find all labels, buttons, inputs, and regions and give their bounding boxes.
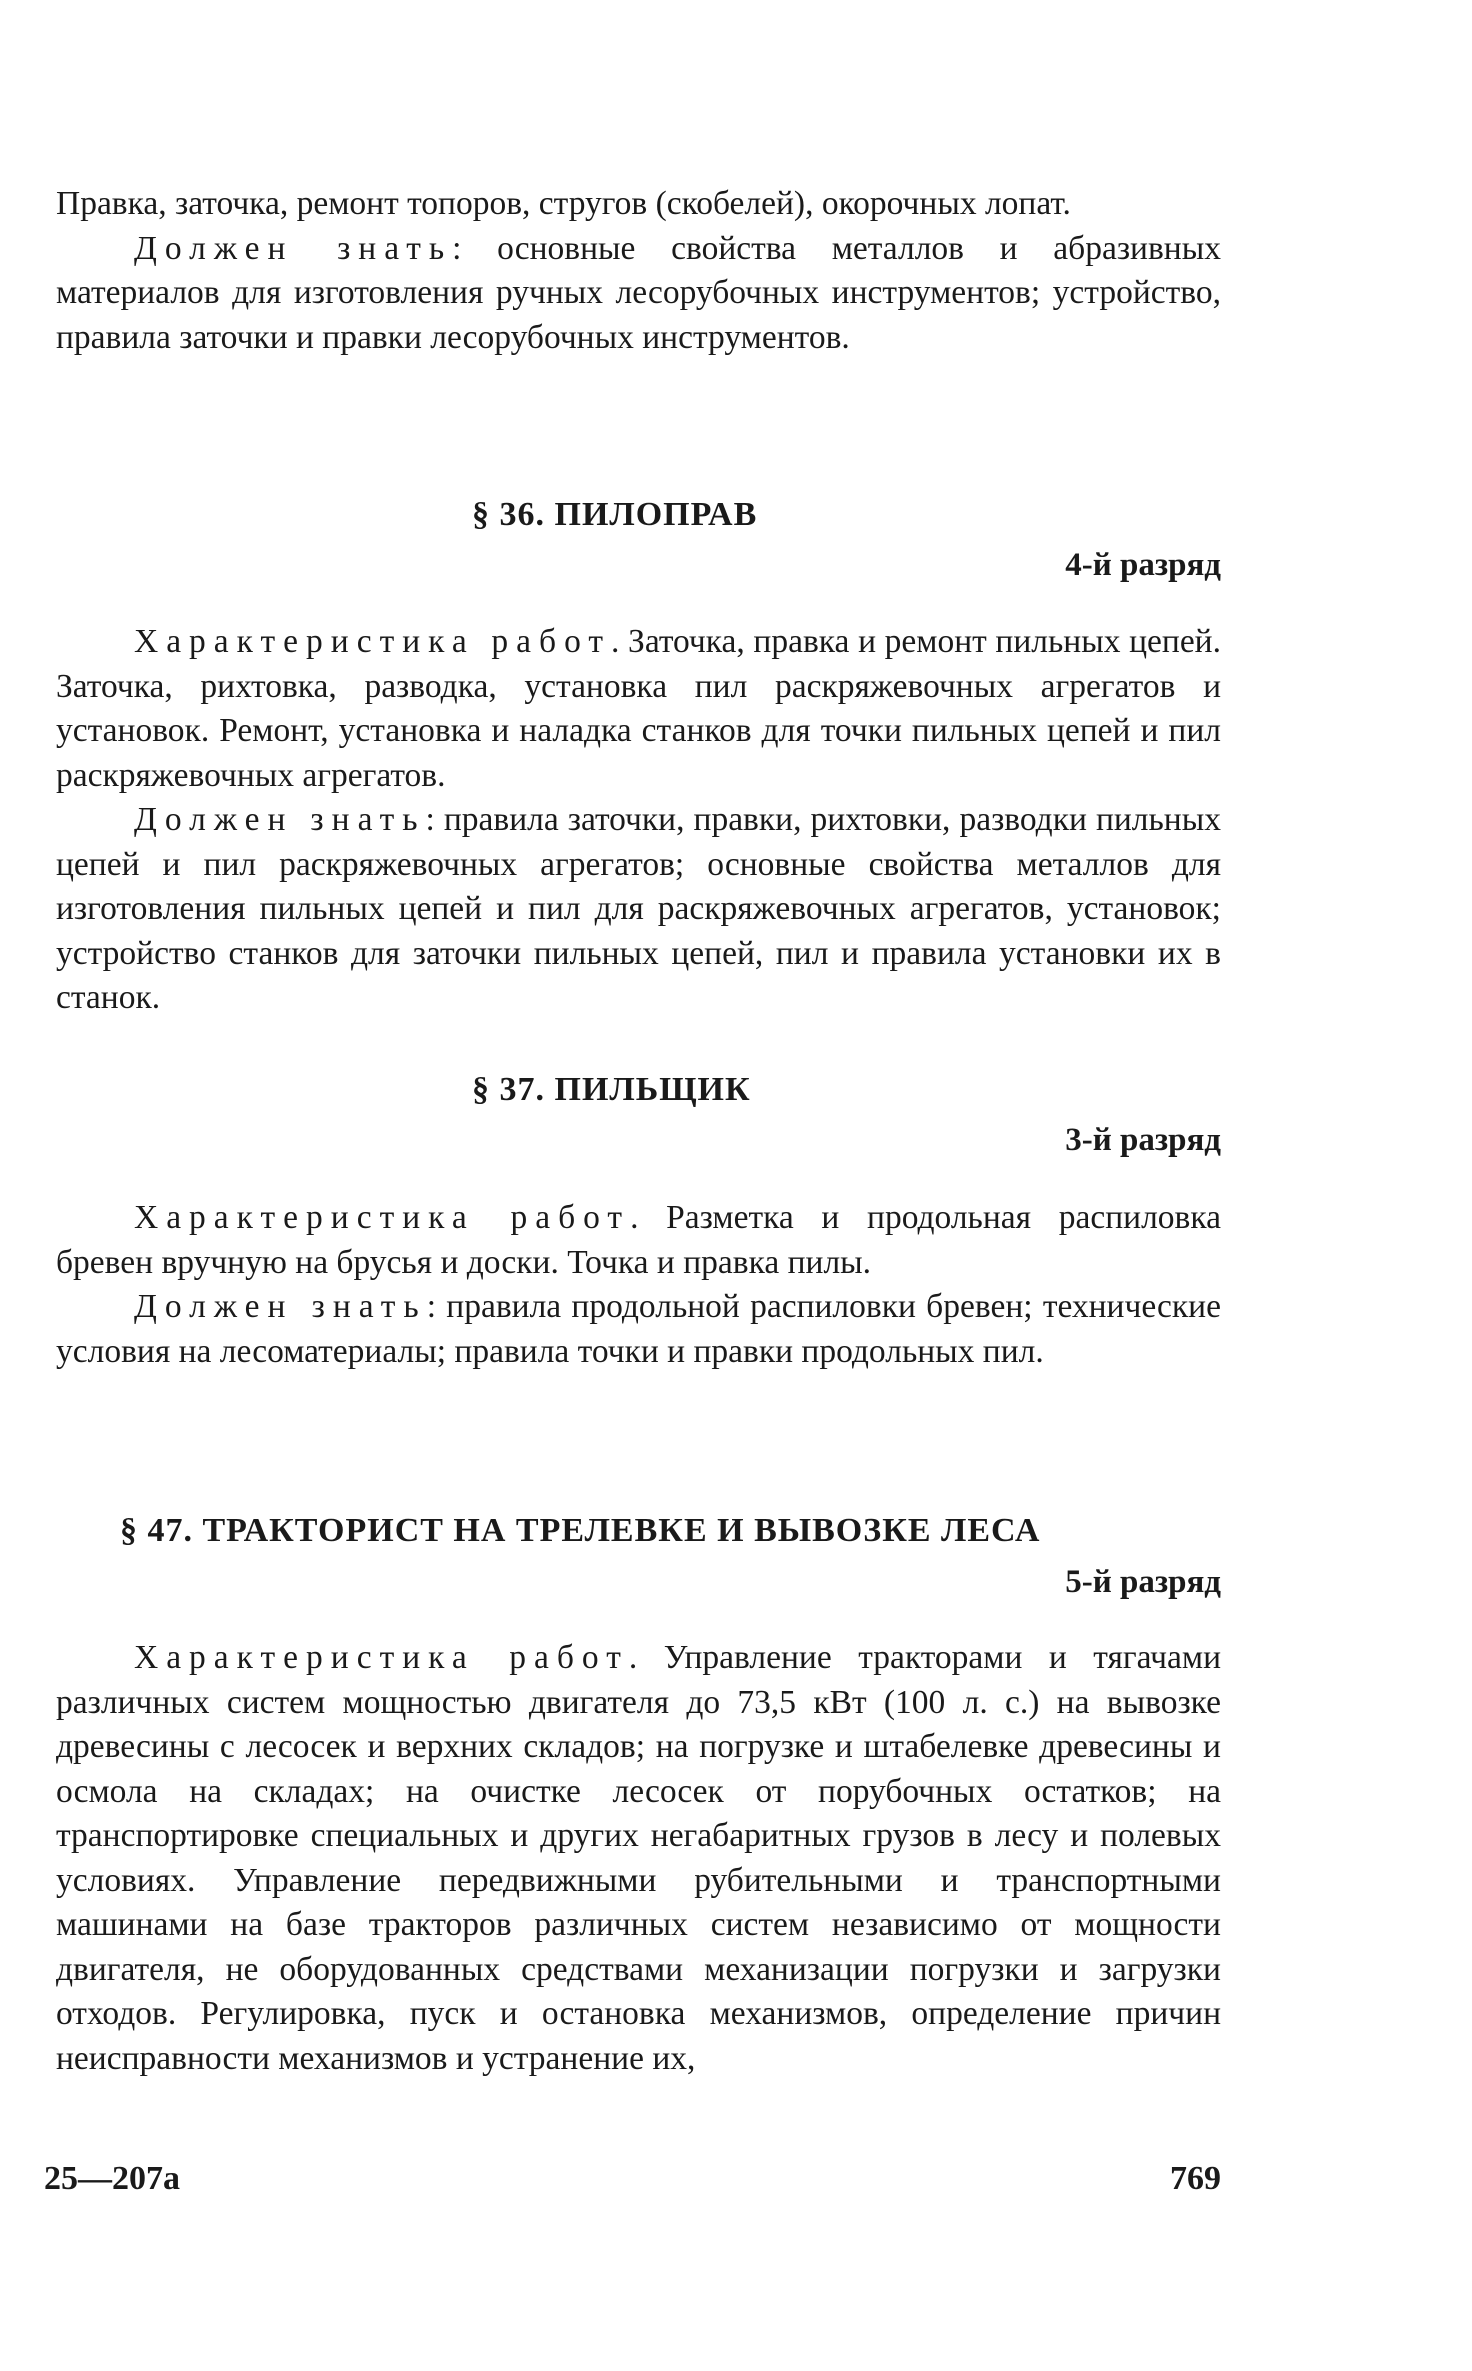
section-37-grade: 3-й разряд — [1065, 1122, 1221, 1158]
section-37-knowledge — [56, 1285, 1221, 1374]
characteristic-lead: Характеристика работ — [134, 623, 612, 660]
section-36-title: § 36. ПИЛОПРАВ — [472, 496, 758, 533]
characteristic-text: . Управление тракторами и тягачами различных систем мощностью двигателя до 73,5 кВт (100 л. с.) на вывозке древесины с лесосек и верхних складов; на погрузке и штабелевке древесины и осмола на складах; на очистке лесосек от порубочных остатков; на транспортировке специальных и других негабаритных грузов в лесу и полевых условиях. Управление передвижными рубительными и транспортными машинами на базе тракторов различных систем независимо от мощности двигателя, не оборудованных средствами механизации погрузки и загрузки отходов. Регулировка, пуск и остановка механизмов, определение причин неисправности механизмов и устранение их, — [56, 1639, 1221, 2077]
page-number: 769 — [1170, 2160, 1221, 2197]
section-37-body — [56, 1196, 1221, 1374]
know-text: : основные свойства металлов и абразивных материалов для изготовления ручных лесорубочных инструментов; устройство, правила заточки и правки лесорубочных инструментов. — [56, 229, 1221, 356]
section-47-grade: 5-й разряд — [1065, 1564, 1221, 1600]
section-36-characteristic — [56, 620, 1221, 798]
section-37-title: § 37. ПИЛЬЩИК — [472, 1071, 751, 1108]
know-lead: Должен знать — [134, 1288, 427, 1325]
section-47-body — [56, 1636, 1221, 2081]
section-36-body — [56, 620, 1221, 1021]
printer-signature: 25—207а — [44, 2160, 180, 2197]
section-36-grade: 4-й разряд — [1065, 547, 1221, 583]
characteristic-text: . Заточка, правка и ремонт пильных цепей. Заточка, рихтовка, разводка, установка пил раскряжевочных агрегатов и установок. Ремонт, установка и наладка станков для точки пильных цепей и пил раскряжевочных агрегатов. — [56, 623, 1221, 794]
characteristic-text: . Разметка и продольная распиловка бревен вручную на брусья и доски. Точка и правка пилы. — [56, 1199, 1221, 1281]
section-47-characteristic — [56, 1636, 1221, 2081]
intro-know-paragraph — [56, 227, 1221, 361]
characteristic-lead: Характеристика работ — [134, 1639, 629, 1676]
know-lead: Должен знать — [134, 229, 453, 267]
section-36-knowledge — [56, 798, 1221, 1021]
section-47-title: § 47. ТРАКТОРИСТ НА ТРЕЛЕВКЕ И ВЫВОЗКЕ ЛЕСА — [120, 1512, 1041, 1549]
know-text: : правила заточки, правки, рихтовки, разводки пильных цепей и пил раскряжевочных агрегатов; основные свойства металлов для изготовления пильных цепей и пил для раскряжевочных агрегатов, установок; устройство станков для заточки пильных цепей, пил и правила установки их в станок. — [56, 801, 1221, 1016]
know-lead: Должен знать — [134, 801, 426, 838]
characteristic-lead: Характеристика работ — [134, 1199, 631, 1236]
intro-paragraph: Правка, заточка, ремонт топоров, стругов (скобелей), окорочных лопат. — [56, 185, 1071, 222]
intro-section — [56, 182, 1221, 360]
section-37-characteristic — [56, 1196, 1221, 1285]
know-text: : правила продольной распиловки бревен; технические условия на лесоматериалы; правила точки и правки продольных пил. — [56, 1288, 1221, 1370]
